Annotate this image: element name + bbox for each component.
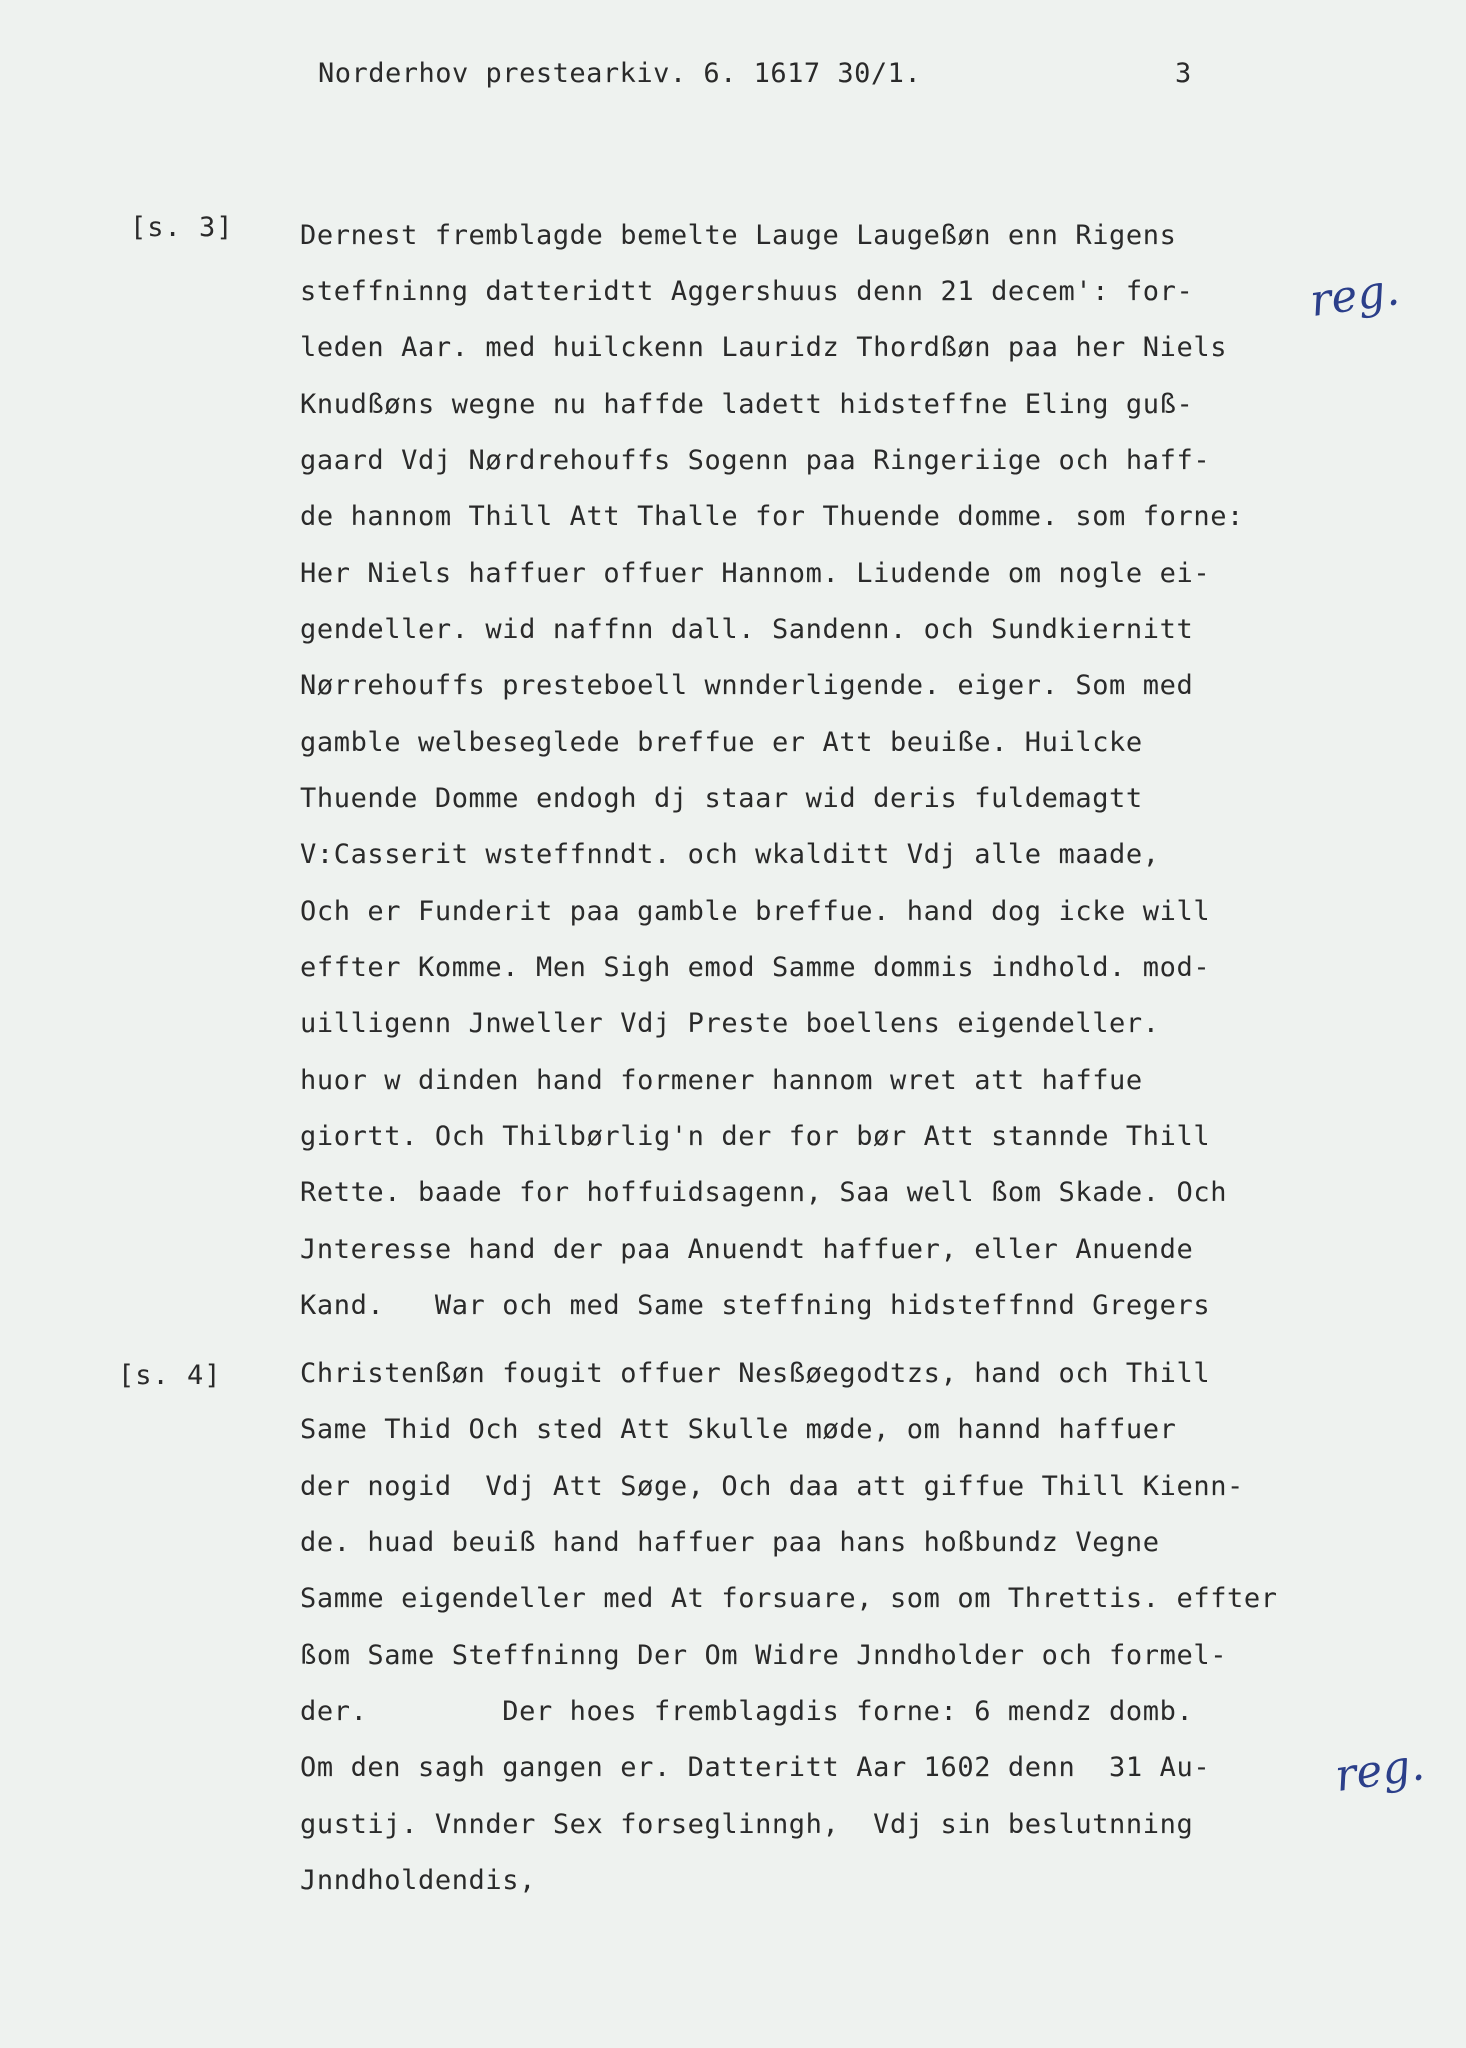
text-line: Om den sagh gangen er. Datteritt Aar 1602 denn 31 Au- bbox=[300, 1752, 1211, 1783]
text-line: Dernest fremblagde bemelte Lauge Laugeßøn enn Rigens bbox=[300, 220, 1177, 251]
handwritten-reg-annotation: reg. bbox=[1306, 264, 1403, 327]
text-line: effter Komme. Men Sigh emod Samme dommis indhold. mod- bbox=[300, 952, 1211, 983]
margin-ref-s3: [s. 3] bbox=[130, 212, 234, 243]
text-line: de. huad beuiß hand haffuer paa hans hoßbundz Vegne bbox=[300, 1527, 1160, 1558]
text-line: ßom Same Steffninng Der Om Widre Jnndholder och formel- bbox=[300, 1640, 1228, 1671]
text-line: gustij. Vnnder Sex forseglinngh, Vdj sin beslutnning bbox=[300, 1809, 1194, 1840]
text-line: Thuende Domme endogh dj staar wid deris fuldemagtt bbox=[300, 783, 1143, 814]
text-line: gendeller. wid naffnn dall. Sandenn. och Sundkiernitt bbox=[300, 614, 1194, 645]
text-line: gaard Vdj Nørdrehouffs Sogenn paa Ringeriige och haff- bbox=[300, 445, 1211, 476]
text-line: der nogid Vdj Att Søge, Och daa att giffue Thill Kienn- bbox=[300, 1471, 1244, 1502]
text-line: Christenßøn fougit offuer Nesßøegodtzs, hand och Thill bbox=[300, 1358, 1211, 1389]
text-line: Same Thid Och sted Att Skulle møde, om hannd haffuer bbox=[300, 1414, 1177, 1445]
text-line: giortt. Och Thilbørlig'n der for bør Att stannde Thill bbox=[300, 1121, 1211, 1152]
text-line: Knudßøns wegne nu haffde ladett hidsteffne Eling guß- bbox=[300, 389, 1194, 420]
text-line: huor w dinden hand formener hannom wret att haffue bbox=[300, 1065, 1143, 1096]
text-line: Och er Funderit paa gamble breffue. hand dog icke will bbox=[300, 896, 1211, 927]
text-line: gamble welbeseglede breffue er Att beuiße. Huilcke bbox=[300, 727, 1143, 758]
text-line: V:Casserit wsteffnndt. och wkalditt Vdj alle maade, bbox=[300, 839, 1160, 870]
text-line: Jnteresse hand der paa Anuendt haffuer, eller Anuende bbox=[300, 1234, 1194, 1265]
page-number: 3 bbox=[1175, 58, 1192, 89]
text-line: de hannom Thill Att Thalle for Thuende domme. som forne: bbox=[300, 501, 1244, 532]
margin-ref-s4: [s. 4] bbox=[118, 1360, 222, 1391]
text-line: Her Niels haffuer offuer Hannom. Liudende om nogle ei- bbox=[300, 558, 1211, 589]
text-line: steffninng datteridtt Aggershuus denn 21 decem': for- bbox=[300, 276, 1194, 307]
text-line: Rette. baade for hoffuidsagenn, Saa well ßom Skade. Och bbox=[300, 1177, 1228, 1208]
page-header: Norderhov prestearkiv. 6. 1617 30/1. bbox=[318, 58, 922, 89]
text-line: der. Der hoes fremblagdis forne: 6 mendz domb. bbox=[300, 1696, 1194, 1727]
text-line: Samme eigendeller med At forsuare, som om Threttis. effter bbox=[300, 1583, 1278, 1614]
text-line: uilligenn Jnweller Vdj Preste boellens eigendeller. bbox=[300, 1008, 1160, 1039]
text-line: Kand. War och med Same steffning hidsteffnnd Gregers bbox=[300, 1290, 1211, 1321]
handwritten-reg-annotation: reg. bbox=[1331, 1739, 1428, 1802]
text-line: Nørrehouffs presteboell wnnderligende. eiger. Som med bbox=[300, 670, 1194, 701]
text-line: Jnndholdendis, bbox=[300, 1865, 536, 1896]
text-line: leden Aar. med huilckenn Lauridz Thordßøn paa her Niels bbox=[300, 332, 1228, 363]
